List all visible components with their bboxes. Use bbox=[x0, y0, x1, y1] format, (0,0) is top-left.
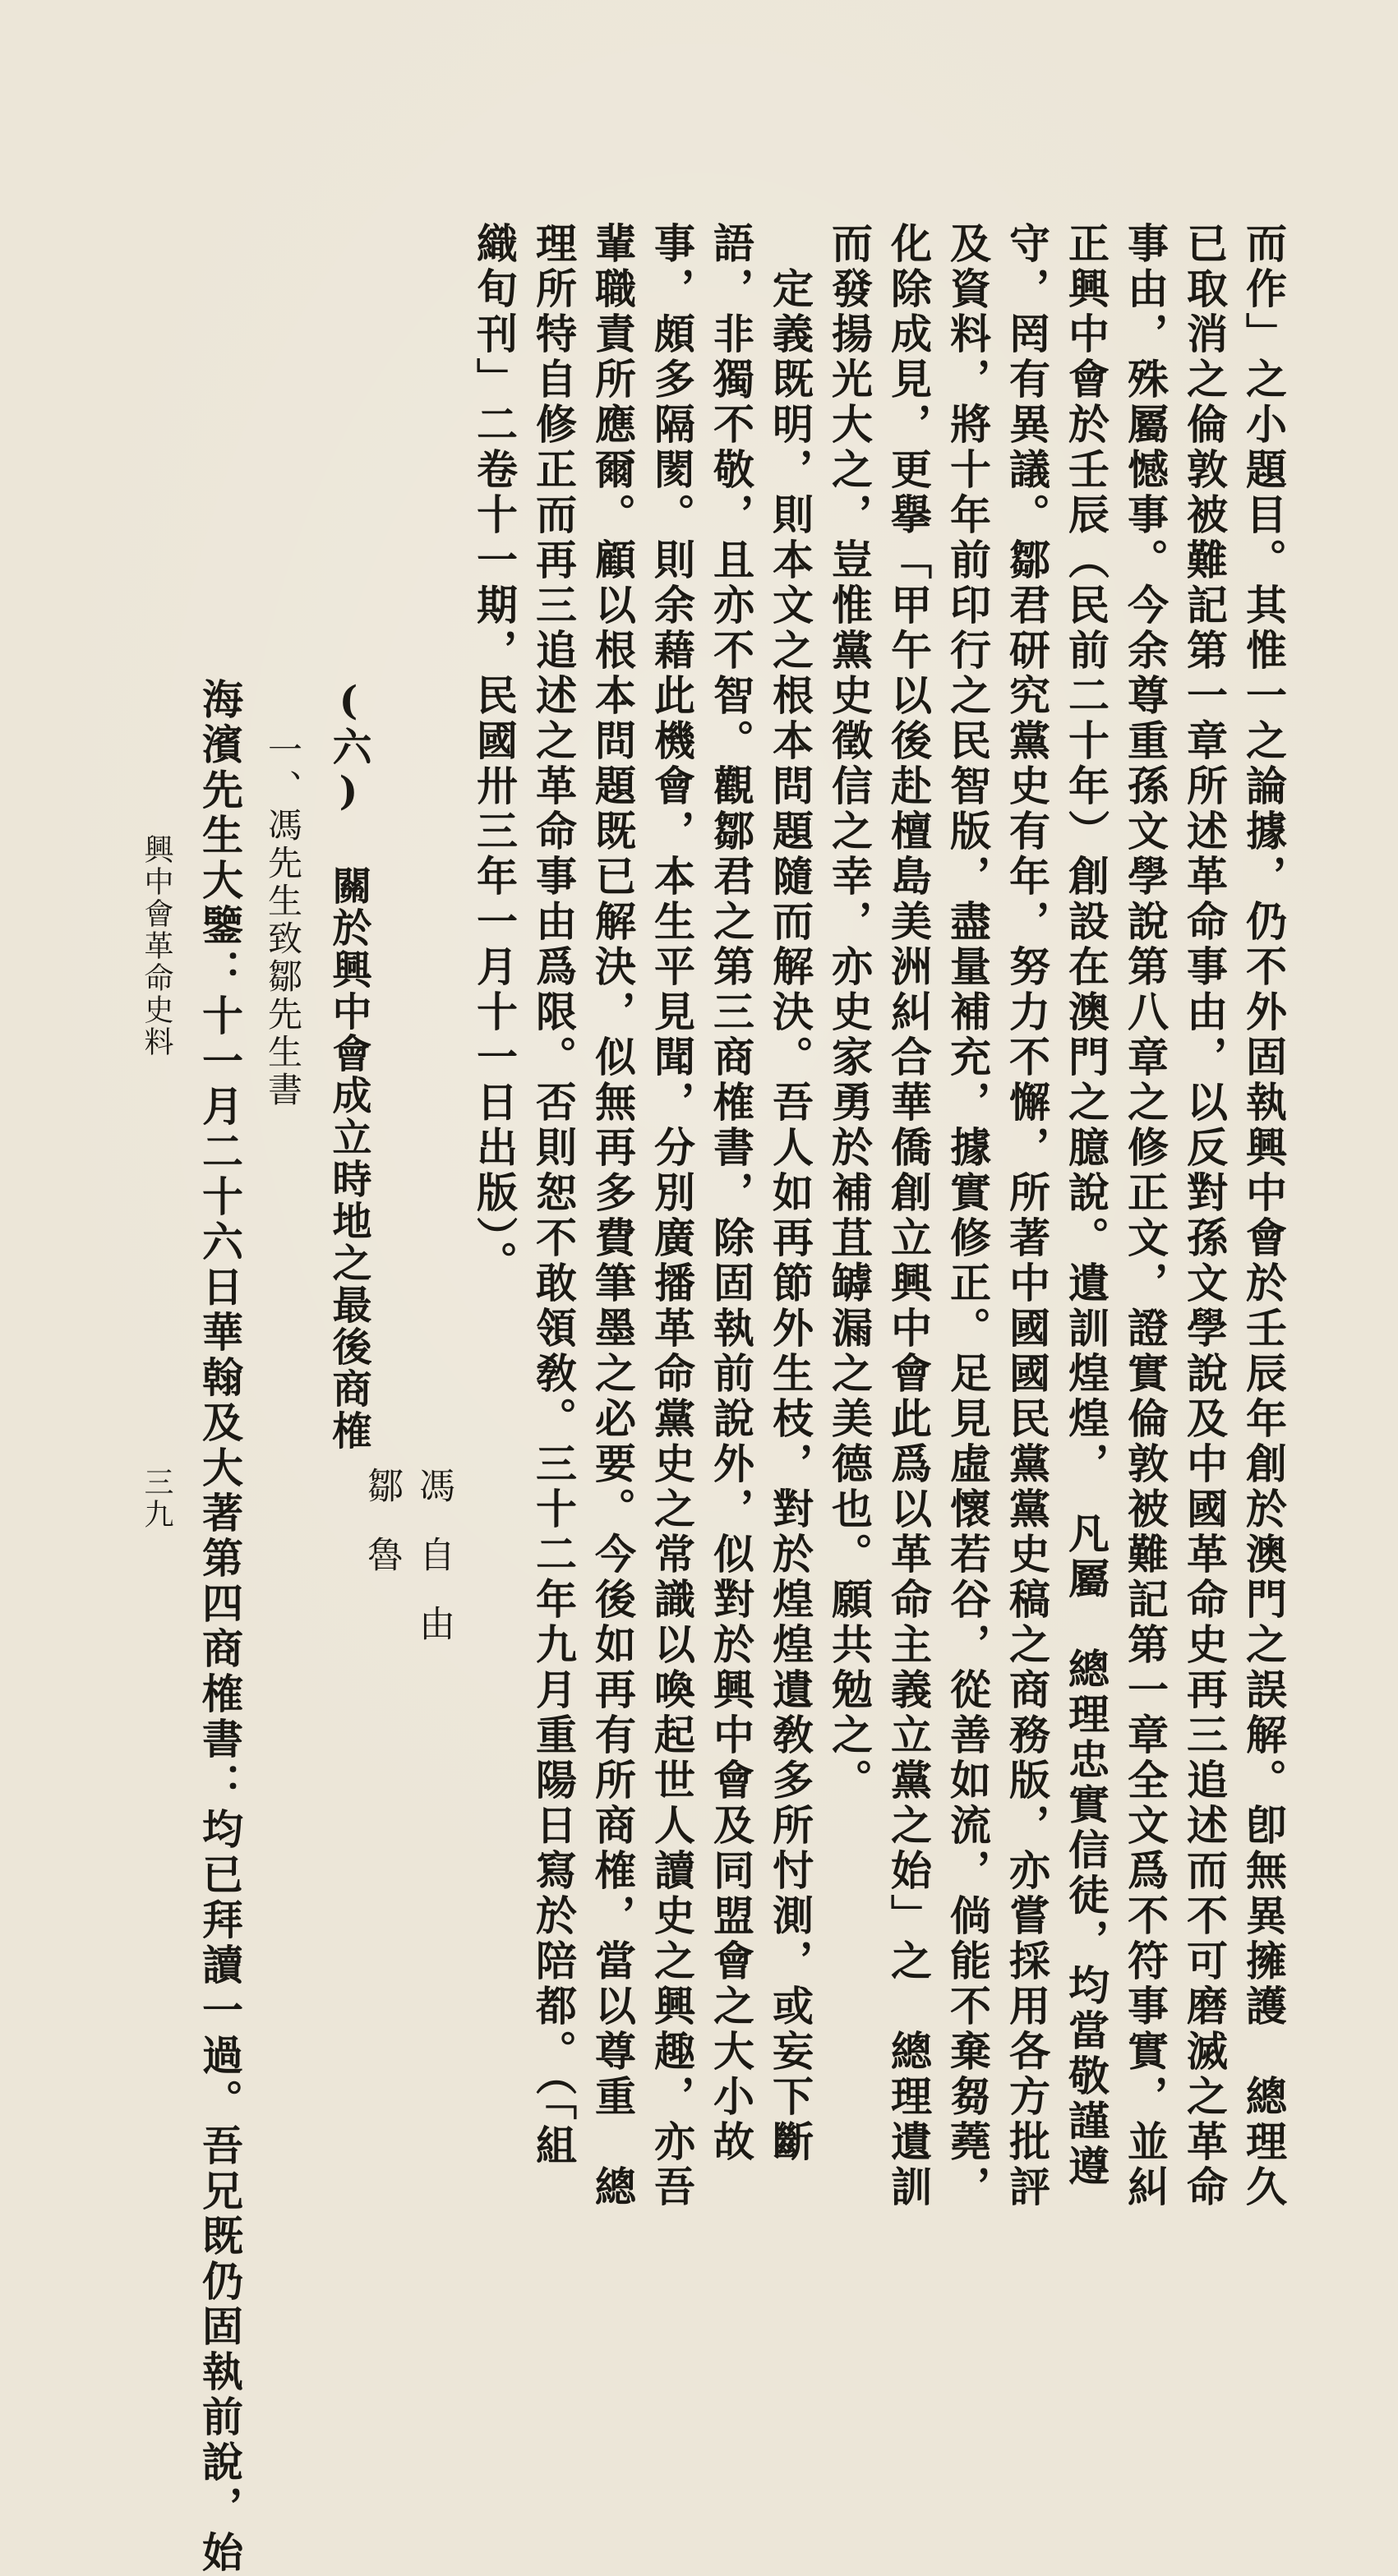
body-column-7: 化除成見，更擧「甲午以後赴檀島美洲糾合華僑創立興中會此爲以革命主義立黨之始」之 總理遺訓 bbox=[884, 222, 933, 2210]
running-head: 興中會革命史料 bbox=[140, 834, 173, 1058]
body-column-9: 定義既明，則本文之根本問題隨而解決。吾人如再節外生枝，對於煌煌遺敎多所忖測，或妄下斷 bbox=[766, 222, 814, 2165]
body-column-2: 已取消之倫敦被難記第一章所述革命事由，以反對孫文學說及中國革命史再三追述而不可磨滅之革命 bbox=[1180, 222, 1229, 2210]
body-column-13: 理所特自修正而再三追述之革命事由爲限。否則恕不敢領敎。三十二年九月重陽日寫於陪都。（「組 bbox=[529, 222, 578, 2169]
body-column-4: 正興中會於壬辰（民前二十年）創設在澳門之臆說。遺訓煌煌， 凡屬 總理忠實信徒，均當敬謹遵 bbox=[1062, 222, 1110, 2190]
signature-zou: 鄒魯 bbox=[361, 1467, 403, 1605]
body-column-8: 而發揚光大之，豈惟黨史徵信之幸，亦史家勇於補苴罅漏之美德也。願共勉之。 bbox=[825, 222, 874, 1804]
body-column-12: 輩職責所應爾。顧以根本問題既已解決，似無再多費筆墨之必要。今後如再有所商榷，當以尊重 總 bbox=[588, 222, 637, 2210]
body-column-5: 守，罔有異議。鄒君研究黨史有年，努力不懈，所著中國國民黨黨史稿之商務版，亦嘗採用各方批評 bbox=[1003, 222, 1051, 2210]
letter-column-1: 海濱先生大鑒：十一月二十六日華翰及大著第四商榷書：均已拜讀一過。吾兄既仍固執前說，始 bbox=[196, 678, 244, 2576]
body-column-14: 織旬刊」二卷十一期，民國卅三年一月十一日出版）。 bbox=[470, 222, 519, 1286]
section-heading: (六) 關於興中會成立時地之最後商榷 bbox=[325, 678, 371, 1452]
page-number: 三九 bbox=[140, 1467, 173, 1531]
body-column-1: 而作」之小題目。其惟一之論據，仍不外固執興中會於壬辰年創於澳門之誤解。卽無異擁護 總理久 bbox=[1239, 222, 1288, 2210]
body-column-6: 及資料，將十年前印行之民智版，盡量補充，據實修正。足見虛懷若谷，從善如流，倘能不棄芻蕘， bbox=[944, 222, 992, 2210]
body-column-11: 事，頗多隔閡。則余藉此機會，本生平見聞，分別廣播革命黨史之常識以喚起世人讀史之興趣，亦吾 bbox=[648, 222, 696, 2210]
body-column-3: 事由，殊屬憾事。今余尊重孫文學說第八章之修正文，證實倫敦被難記第一章全文爲不符事實，並糾 bbox=[1121, 222, 1170, 2210]
signature-feng: 馮自由 bbox=[413, 1467, 454, 1674]
body-column-10: 語，非獨不敬，且亦不智。觀鄒君之第三商榷書，除固執前說外，似對於興中會及同盟會之大小故 bbox=[707, 222, 755, 2165]
letter-title: 一、馮先生致鄒先生書 bbox=[263, 731, 303, 1109]
